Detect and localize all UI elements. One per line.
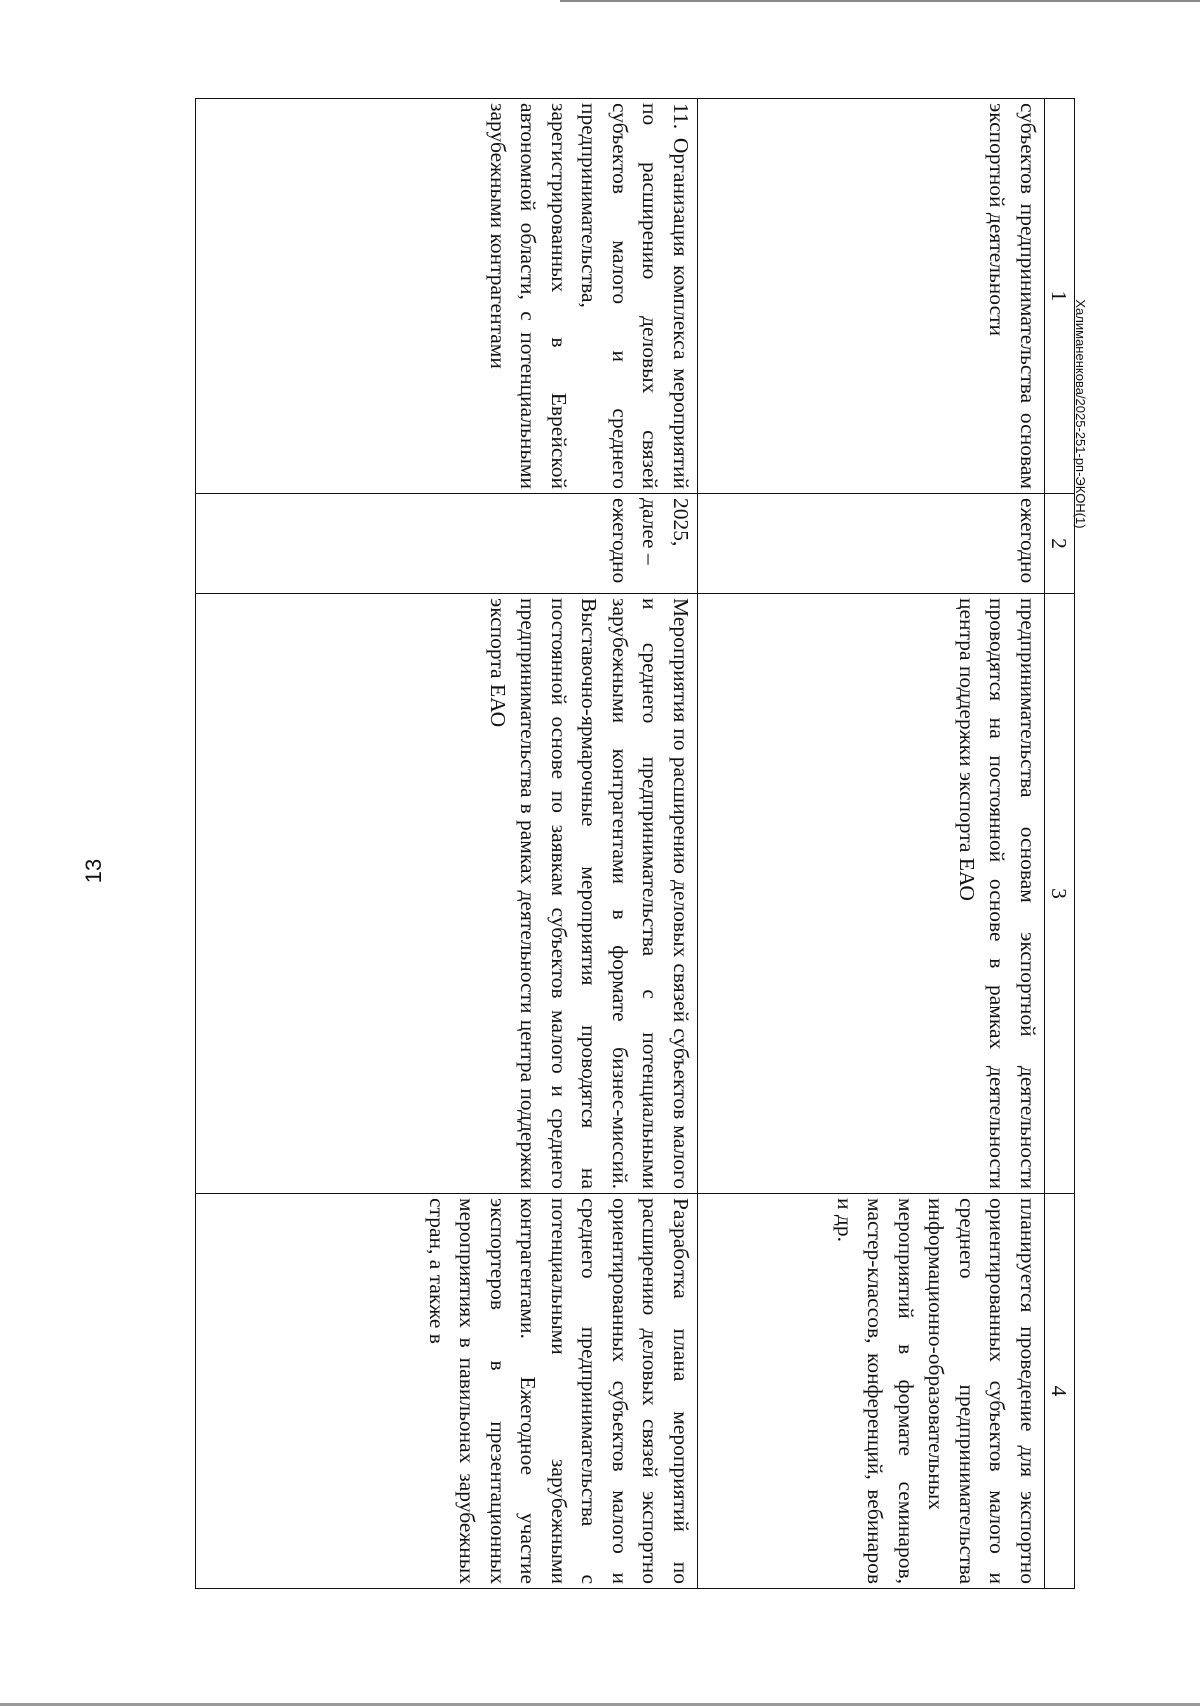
measure-name-cell: 11. Организация комплекса мероприятий по расширению деловых связей субъектов малого и среднего предпринимательства, зарегистрированных в Еврейской автономной области, с потенциальными зарубежными контрагентами [196,99,698,494]
scan-top-edge [560,0,1200,2]
period-line: 2025, [669,498,693,547]
period-line: далее – [638,498,663,565]
period-cell: ежегодно [698,494,1045,594]
header-col-1: 1 [1045,99,1075,494]
plan-cell: Разработка плана мероприятий по расширению деловых связей экспортно ориентированных субъектов малого и среднего предпринимательства с потенциальными зарубежными контрагентами. Ежегодное участие экспортеров в презентационных мероприятиях в павильонах зарубежных стран, а также в [196,1194,698,1589]
period-line: ежегодно [608,498,632,584]
header-col-2: 2 [1045,494,1075,594]
header-col-3: 3 [1045,594,1075,1194]
status-cell: предпринимательства основам экспортной деятельности проводятся на постоянной основе в рамках деятельности центра поддержки экспорта ЕАО [698,594,1045,1194]
measures-table [195,98,1075,1589]
period-cell [196,494,698,594]
rotated-table-container [195,98,1075,1588]
table-row [196,99,698,1589]
page-number: 13 [81,858,106,884]
measure-name-cell: субъектов предпринимательства основам экспортной деятельности [698,99,1045,494]
header-col-4: 4 [1045,1194,1075,1589]
document-footer-code: Халиманенкова/2025-251-рп-ЭКОН(1) [1073,299,1088,529]
plan-cell: планируется проведение для экспортно ориентированных субъектов малого и среднего предпринимательства информационно-образовательных мероприятий в формате семинаров, мастер-классов, конференций, вебинаров и др. [698,1194,1045,1589]
table-header-row [1045,99,1075,1589]
table-row [698,99,1045,1589]
status-cell: Мероприятия по расширению деловых связей субъектов малого и среднего предпринимательства с потенциальными зарубежными контрагентами в формате бизнес-миссий. Выставочно-ярмарочные мероприятия проводятся на постоянной основе по заявкам субъектов малого и среднего предпринимательства в рамках деятельности центра поддержки экспорта ЕАО [196,594,698,1194]
